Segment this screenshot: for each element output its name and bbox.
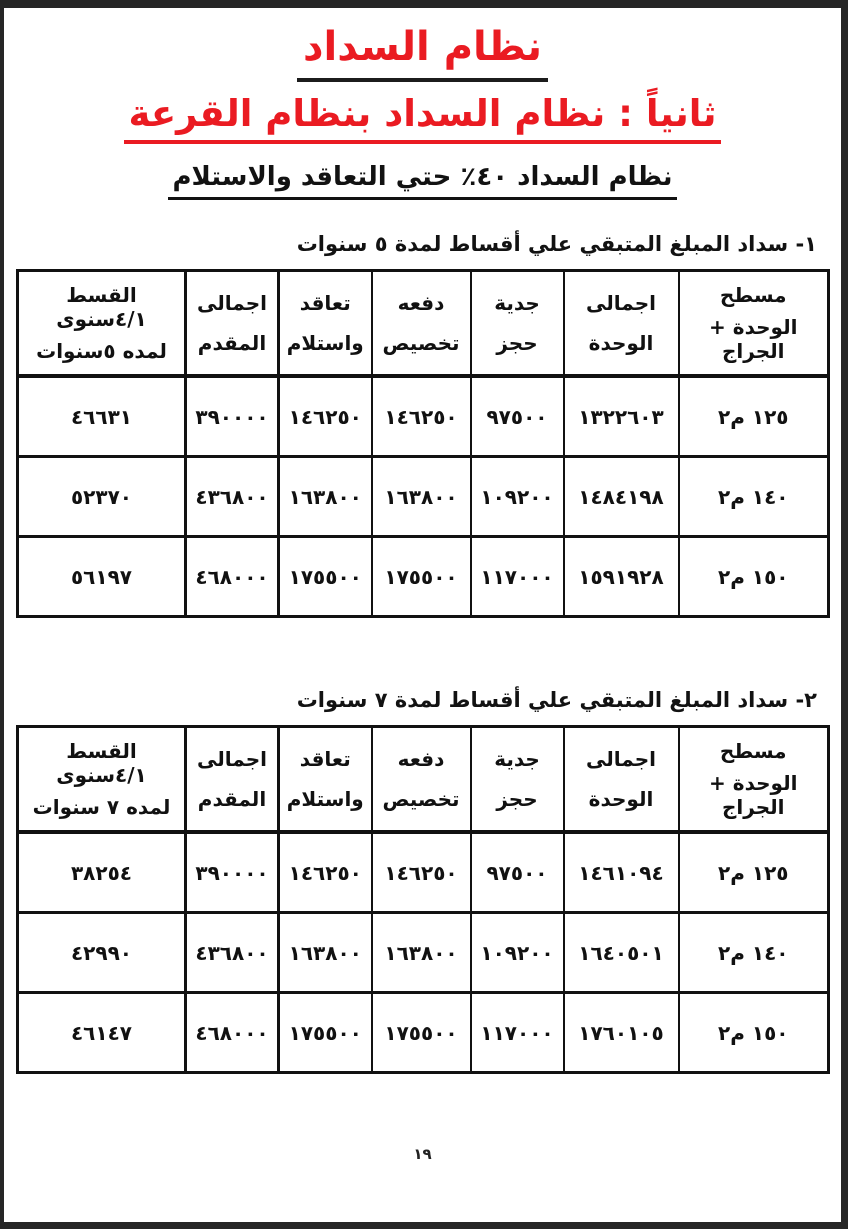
table-cell: ١٧٥٥٠٠ [279, 537, 372, 617]
table-header-cell [679, 271, 829, 377]
table-header-cell [372, 271, 471, 377]
header-lines [475, 731, 560, 827]
table-cell: ١٧٥٥٠٠ [279, 993, 372, 1073]
section-installments-5-years [4, 232, 841, 618]
header-line: المقدم [197, 331, 267, 355]
main-title-text: نظام السداد [297, 24, 548, 82]
table-cell: ٩٧٥٠٠ [471, 376, 564, 457]
document-header [4, 24, 841, 200]
secondary-title [4, 92, 841, 144]
header-line: القسط ٤/١سنوى [56, 739, 147, 787]
header-line: مسطح [719, 283, 787, 307]
table-header-row [18, 271, 829, 377]
header-line: الوحدة + الجراج [709, 315, 798, 363]
table-cell: ١٠٩٢٠٠ [471, 457, 564, 537]
table-header-cell [564, 727, 679, 833]
scheme-title-text: نظام السداد ٤٠٪ حتي التعاقد والاستلام [168, 162, 676, 200]
header-lines [283, 275, 368, 371]
table-cell: ١٦٣٨٠٠ [279, 457, 372, 537]
header-lines [475, 275, 560, 371]
header-line: مسطح [719, 739, 787, 763]
secondary-title-text: ثانياً : نظام السداد بنظام القرعة [124, 92, 720, 144]
header-line: جدية [494, 291, 540, 315]
page-footer [4, 1144, 841, 1163]
table-cell: ٤٦٦٣١ [18, 376, 186, 457]
header-lines [568, 275, 675, 371]
table-cell: ٥٦١٩٧ [18, 537, 186, 617]
table-cell: ١٤٦٢٥٠ [279, 376, 372, 457]
scheme-title [4, 162, 841, 200]
section-heading-5-years: ١- سداد المبلغ المتبقي علي أقساط لمدة ٥ سنوات [296, 232, 817, 256]
header-lines [683, 731, 825, 827]
table-cell: ١٥٠ م٢ [679, 537, 829, 617]
table-cell: ٤٦١٤٧ [18, 993, 186, 1073]
table-head [18, 727, 829, 833]
payment-table-7-years [16, 725, 830, 1074]
table-row [18, 832, 829, 913]
table-cell: ١٤٦١٠٩٤ [564, 832, 679, 913]
header-line: واستلام [286, 331, 364, 355]
header-lines [376, 275, 467, 371]
header-lines [22, 731, 181, 827]
table-cell: ١١٧٠٠٠ [471, 537, 564, 617]
table-header-cell [18, 271, 186, 377]
table-row [18, 993, 829, 1073]
table-cell: ١٧٥٥٠٠ [372, 537, 471, 617]
table-cell: ٣٩٠٠٠٠ [186, 832, 279, 913]
table-header-cell [186, 271, 279, 377]
table-header-cell [186, 727, 279, 833]
header-line: تعاقد [299, 291, 351, 315]
header-lines [190, 275, 274, 371]
header-lines [283, 731, 368, 827]
table-row [18, 376, 829, 457]
header-line: اجمالى [586, 747, 656, 771]
table-cell: ١٣٢٢٦٠٣ [564, 376, 679, 457]
section-heading-7-years: ٢- سداد المبلغ المتبقي علي أقساط لمدة ٧ سنوات [296, 688, 817, 712]
header-lines [683, 275, 825, 371]
table-cell: ٤٣٦٨٠٠ [186, 457, 279, 537]
table-cell: ١٦٣٨٠٠ [372, 457, 471, 537]
table-cell: ١٤٦٢٥٠ [372, 376, 471, 457]
table-cell: ١٤٨٤١٩٨ [564, 457, 679, 537]
table-cell: ١٥٩١٩٢٨ [564, 537, 679, 617]
table-body [18, 832, 829, 1073]
table-header-cell [372, 727, 471, 833]
header-lines [190, 731, 274, 827]
page-number: ١٩ [413, 1145, 432, 1163]
table-cell: ٥٢٣٧٠ [18, 457, 186, 537]
table-cell: ١٥٠ م٢ [679, 993, 829, 1073]
table-cell: ١٤٦٢٥٠ [279, 832, 372, 913]
table-header-cell [679, 727, 829, 833]
header-line: تخصيص [382, 787, 460, 811]
table-cell: ٣٨٢٥٤ [18, 832, 186, 913]
header-line: الوحدة [588, 331, 654, 355]
header-line: لمده ٧ سنوات [32, 795, 171, 819]
header-line: لمده ٥سنوات [36, 339, 167, 363]
header-line: واستلام [286, 787, 364, 811]
header-lines [376, 731, 467, 827]
header-line: تعاقد [299, 747, 351, 771]
table-header-cell [18, 727, 186, 833]
header-line: الوحدة [588, 787, 654, 811]
table-cell: ١٧٦٠١٠٥ [564, 993, 679, 1073]
table-head [18, 271, 829, 377]
section-installments-7-years [4, 688, 841, 1074]
table-cell: ١٤٦٢٥٠ [372, 832, 471, 913]
payment-table-5-years [16, 269, 830, 618]
table-row [18, 457, 829, 537]
header-line: حجز [496, 787, 538, 811]
header-line: المقدم [197, 787, 267, 811]
table-cell: ١١٧٠٠٠ [471, 993, 564, 1073]
header-line: تخصيص [382, 331, 460, 355]
table-header-cell [471, 271, 564, 377]
header-line: اجمالى [197, 291, 267, 315]
main-title [4, 24, 841, 82]
table-cell: ٤٦٨٠٠٠ [186, 537, 279, 617]
header-line: اجمالى [586, 291, 656, 315]
header-line: حجز [496, 331, 538, 355]
table-header-cell [471, 727, 564, 833]
header-line: القسط ٤/١سنوى [56, 283, 147, 331]
header-line: الوحدة + الجراج [709, 771, 798, 819]
header-line: دفعه [397, 291, 445, 315]
table-row [18, 913, 829, 993]
header-line: جدية [494, 747, 540, 771]
table-cell: ٤٢٩٩٠ [18, 913, 186, 993]
table-row [18, 537, 829, 617]
table-header-cell [279, 271, 372, 377]
table-header-cell [564, 271, 679, 377]
table-cell: ٤٦٨٠٠٠ [186, 993, 279, 1073]
table-header-cell [279, 727, 372, 833]
table-cell: ١٤٠ م٢ [679, 457, 829, 537]
table-cell: ١٦٣٨٠٠ [372, 913, 471, 993]
header-lines [22, 275, 181, 371]
table-cell: ١٧٥٥٠٠ [372, 993, 471, 1073]
header-line: اجمالى [197, 747, 267, 771]
table-header-row [18, 727, 829, 833]
table-cell: ١٢٥ م٢ [679, 832, 829, 913]
table-cell: ١٤٠ م٢ [679, 913, 829, 993]
table-cell: ٤٣٦٨٠٠ [186, 913, 279, 993]
table-cell: ١٠٩٢٠٠ [471, 913, 564, 993]
table-cell: ١٦٤٠٥٠١ [564, 913, 679, 993]
table-cell: ١٢٥ م٢ [679, 376, 829, 457]
table-cell: ١٦٣٨٠٠ [279, 913, 372, 993]
table-cell: ٣٩٠٠٠٠ [186, 376, 279, 457]
header-line: دفعه [397, 747, 445, 771]
table-body [18, 376, 829, 617]
header-lines [568, 731, 675, 827]
table-cell: ٩٧٥٠٠ [471, 832, 564, 913]
